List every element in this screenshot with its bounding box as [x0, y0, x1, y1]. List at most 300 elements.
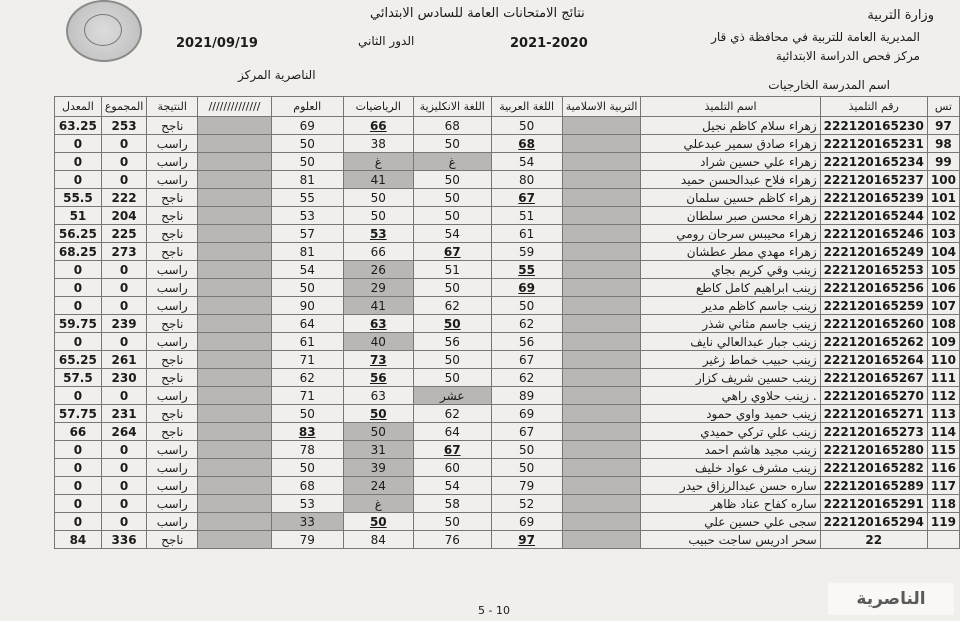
cell-science: 64: [271, 315, 343, 333]
cell-total: 231: [101, 405, 146, 423]
cell-result: راسب: [147, 135, 198, 153]
cell-result: راسب: [147, 495, 198, 513]
cell-english: 50: [413, 315, 491, 333]
ministry-name: وزارة التربية: [867, 8, 934, 23]
cell-science: 62: [271, 369, 343, 387]
cell-result: ناجح: [147, 351, 198, 369]
cell-name: زهراء محيبس سرحان رومي: [641, 225, 820, 243]
cell-avg: 84: [55, 531, 102, 549]
cell-id: 222120165294: [820, 513, 927, 531]
table-header-row: [55, 97, 960, 117]
cell-name: ساره كفاح عناد ظاهر: [641, 495, 820, 513]
col-result: النتيجة: [147, 97, 198, 117]
table-row: [55, 189, 960, 207]
cell-science: 54: [271, 261, 343, 279]
cell-avg: 0: [55, 171, 102, 189]
cell-seq: 107: [927, 297, 959, 315]
cell-total: 239: [101, 315, 146, 333]
cell-avg: 66: [55, 423, 102, 441]
cell-avg: 0: [55, 333, 102, 351]
cell-seq: [927, 531, 959, 549]
cell-science: 57: [271, 225, 343, 243]
cell-science: 33: [271, 513, 343, 531]
table-row: [55, 387, 960, 405]
cell-avg: 0: [55, 495, 102, 513]
table-row: [55, 459, 960, 477]
cell-name: زينب وقي كريم بجاي: [641, 261, 820, 279]
col-science: العلوم: [271, 97, 343, 117]
cell-islamic: [562, 279, 641, 297]
cell-english: 56: [413, 333, 491, 351]
cell-arabic: 62: [491, 315, 562, 333]
cell-avg: 63.25: [55, 117, 102, 135]
col-math: الرياضيات: [343, 97, 413, 117]
cell-avg: 51: [55, 207, 102, 225]
table-row: [55, 441, 960, 459]
cell-arabic: 97: [491, 531, 562, 549]
cell-id: 222120165270: [820, 387, 927, 405]
table-row: [55, 171, 960, 189]
cell-avg: 0: [55, 153, 102, 171]
cell-english: عشر: [413, 387, 491, 405]
cell-science: 55: [271, 189, 343, 207]
cell-name: زينب جاسم مثاني شذر: [641, 315, 820, 333]
cell-islamic: [562, 225, 641, 243]
cell-math: 24: [343, 477, 413, 495]
cell-math: 50: [343, 423, 413, 441]
cell-english: 68: [413, 117, 491, 135]
cell-english: 60: [413, 459, 491, 477]
cell-islamic: [562, 261, 641, 279]
cell-hidden: [198, 387, 272, 405]
cell-hidden: [198, 441, 272, 459]
cell-seq: 108: [927, 315, 959, 333]
table-row: [55, 405, 960, 423]
table-row: [55, 243, 960, 261]
cell-science: 90: [271, 297, 343, 315]
cell-hidden: [198, 477, 272, 495]
cell-avg: 57.75: [55, 405, 102, 423]
cell-math: 66: [343, 117, 413, 135]
table-row: [55, 423, 960, 441]
table-row: [55, 495, 960, 513]
cell-science: 83: [271, 423, 343, 441]
cell-total: 0: [101, 297, 146, 315]
cell-english: 50: [413, 279, 491, 297]
cell-seq: 106: [927, 279, 959, 297]
table-row: [55, 513, 960, 531]
cell-math: غ: [343, 153, 413, 171]
cell-islamic: [562, 495, 641, 513]
cell-seq: 104: [927, 243, 959, 261]
cell-english: 62: [413, 405, 491, 423]
cell-seq: 101: [927, 189, 959, 207]
cell-math: 50: [343, 513, 413, 531]
table-row: [55, 351, 960, 369]
cell-english: 50: [413, 369, 491, 387]
cell-arabic: 68: [491, 135, 562, 153]
cell-seq: 112: [927, 387, 959, 405]
cell-islamic: [562, 513, 641, 531]
cell-name: زينب حسين شريف كزار: [641, 369, 820, 387]
cell-arabic: 67: [491, 189, 562, 207]
cell-total: 225: [101, 225, 146, 243]
cell-result: راسب: [147, 171, 198, 189]
cell-id: 222120165271: [820, 405, 927, 423]
table-row: [55, 477, 960, 495]
cell-total: 253: [101, 117, 146, 135]
cell-islamic: [562, 153, 641, 171]
cell-id: 222120165267: [820, 369, 927, 387]
cell-arabic: 51: [491, 207, 562, 225]
cell-english: 50: [413, 135, 491, 153]
cell-id: 222120165282: [820, 459, 927, 477]
cell-total: 0: [101, 387, 146, 405]
cell-hidden: [198, 369, 272, 387]
col-seq: تس: [927, 97, 959, 117]
col-hidden: //////////////: [198, 97, 272, 117]
cell-id: 222120165259: [820, 297, 927, 315]
cell-seq: 97: [927, 117, 959, 135]
cell-math: 66: [343, 243, 413, 261]
cell-hidden: [198, 333, 272, 351]
cell-math: 63: [343, 315, 413, 333]
cell-result: راسب: [147, 513, 198, 531]
cell-islamic: [562, 207, 641, 225]
cell-arabic: 69: [491, 405, 562, 423]
cell-science: 71: [271, 387, 343, 405]
ministry-seal-icon: [66, 0, 142, 62]
cell-id: 222120165239: [820, 189, 927, 207]
col-name: اسم التلميذ: [641, 97, 820, 117]
academic-year: 2021-2020: [510, 36, 588, 51]
cell-name: سجى علي حسين علي: [641, 513, 820, 531]
cell-seq: 100: [927, 171, 959, 189]
cell-seq: 99: [927, 153, 959, 171]
cell-id: 222120165273: [820, 423, 927, 441]
cell-result: ناجح: [147, 117, 198, 135]
cell-avg: 0: [55, 279, 102, 297]
cell-math: 53: [343, 225, 413, 243]
table-row: [55, 531, 960, 549]
cell-total: 261: [101, 351, 146, 369]
cell-result: راسب: [147, 477, 198, 495]
cell-result: راسب: [147, 279, 198, 297]
cell-arabic: 54: [491, 153, 562, 171]
cell-total: 0: [101, 153, 146, 171]
cell-avg: 68.25: [55, 243, 102, 261]
cell-id: 222120165262: [820, 333, 927, 351]
cell-math: 31: [343, 441, 413, 459]
cell-science: 50: [271, 135, 343, 153]
cell-avg: 0: [55, 135, 102, 153]
school-name: اسم المدرسة الخارجيات: [768, 78, 890, 92]
cell-hidden: [198, 423, 272, 441]
cell-math: 84: [343, 531, 413, 549]
cell-arabic: 79: [491, 477, 562, 495]
cell-avg: 0: [55, 513, 102, 531]
cell-arabic: 80: [491, 171, 562, 189]
cell-total: 230: [101, 369, 146, 387]
cell-total: 273: [101, 243, 146, 261]
cell-name: زينب حميد واوي حمود: [641, 405, 820, 423]
col-avg: المعدل: [55, 97, 102, 117]
cell-arabic: 59: [491, 243, 562, 261]
cell-math: 50: [343, 405, 413, 423]
table-row: [55, 315, 960, 333]
cell-hidden: [198, 135, 272, 153]
cell-result: ناجح: [147, 531, 198, 549]
table-row: [55, 369, 960, 387]
cell-math: 73: [343, 351, 413, 369]
cell-english: 62: [413, 297, 491, 315]
cell-arabic: 50: [491, 297, 562, 315]
cell-science: 71: [271, 351, 343, 369]
cell-id: 222120165234: [820, 153, 927, 171]
cell-name: زهراء فلاح عبدالحسن حميد: [641, 171, 820, 189]
cell-id: 22: [820, 531, 927, 549]
cell-seq: 109: [927, 333, 959, 351]
cell-english: 67: [413, 243, 491, 261]
cell-science: 68: [271, 477, 343, 495]
cell-hidden: [198, 351, 272, 369]
cell-islamic: [562, 423, 641, 441]
cell-seq: 103: [927, 225, 959, 243]
exam-round: الدور الثاني: [358, 34, 415, 48]
cell-hidden: [198, 513, 272, 531]
cell-hidden: [198, 171, 272, 189]
cell-arabic: 67: [491, 351, 562, 369]
cell-science: 53: [271, 495, 343, 513]
cell-seq: 113: [927, 405, 959, 423]
cell-math: 26: [343, 261, 413, 279]
cell-name: زهراء سلام كاظم نجيل: [641, 117, 820, 135]
table-row: [55, 135, 960, 153]
cell-total: 0: [101, 477, 146, 495]
cell-science: 81: [271, 171, 343, 189]
exam-date: 2021/09/19: [176, 36, 258, 51]
cell-id: 222120165260: [820, 315, 927, 333]
cell-english: 50: [413, 189, 491, 207]
cell-english: 64: [413, 423, 491, 441]
cell-seq: 115: [927, 441, 959, 459]
table-row: [55, 279, 960, 297]
col-english: اللغة الانكليزية: [413, 97, 491, 117]
cell-name: زهراء صادق سمير عبدعلي: [641, 135, 820, 153]
cell-total: 0: [101, 135, 146, 153]
cell-result: ناجح: [147, 423, 198, 441]
cell-total: 336: [101, 531, 146, 549]
cell-islamic: [562, 135, 641, 153]
table-row: [55, 117, 960, 135]
cell-math: 50: [343, 189, 413, 207]
table-row: [55, 333, 960, 351]
cell-hidden: [198, 189, 272, 207]
cell-total: 0: [101, 513, 146, 531]
cell-name: زينب جبار عبدالعالي نايف: [641, 333, 820, 351]
cell-science: 78: [271, 441, 343, 459]
cell-result: ناجح: [147, 189, 198, 207]
cell-result: راسب: [147, 441, 198, 459]
cell-result: ناجح: [147, 405, 198, 423]
cell-math: 39: [343, 459, 413, 477]
cell-islamic: [562, 387, 641, 405]
cell-arabic: 69: [491, 513, 562, 531]
cell-total: 0: [101, 261, 146, 279]
cell-id: 222120165237: [820, 171, 927, 189]
cell-result: راسب: [147, 261, 198, 279]
cell-seq: 117: [927, 477, 959, 495]
cell-english: 76: [413, 531, 491, 549]
cell-avg: 0: [55, 261, 102, 279]
page-number: 5 - 10: [478, 604, 510, 617]
cell-id: 222120165246: [820, 225, 927, 243]
cell-english: 50: [413, 171, 491, 189]
cell-seq: 98: [927, 135, 959, 153]
cell-hidden: [198, 405, 272, 423]
cell-science: 69: [271, 117, 343, 135]
col-total: المجموع: [101, 97, 146, 117]
cell-english: غ: [413, 153, 491, 171]
cell-total: 222: [101, 189, 146, 207]
cell-islamic: [562, 369, 641, 387]
cell-english: 51: [413, 261, 491, 279]
cell-arabic: 56: [491, 333, 562, 351]
cell-arabic: 62: [491, 369, 562, 387]
results-table: [54, 96, 960, 549]
cell-islamic: [562, 333, 641, 351]
center-name: مركز فحص الدراسة الابتدائية: [775, 49, 920, 63]
cell-arabic: 50: [491, 441, 562, 459]
cell-id: 222120165253: [820, 261, 927, 279]
cell-avg: 59.75: [55, 315, 102, 333]
cell-avg: 0: [55, 387, 102, 405]
cell-hidden: [198, 153, 272, 171]
cell-hidden: [198, 315, 272, 333]
cell-islamic: [562, 171, 641, 189]
cell-name: زينب علي تركي حميدي: [641, 423, 820, 441]
cell-islamic: [562, 405, 641, 423]
cell-id: 222120165291: [820, 495, 927, 513]
cell-name: زهراء مهدي مطر عطشان: [641, 243, 820, 261]
cell-hidden: [198, 531, 272, 549]
cell-islamic: [562, 297, 641, 315]
cell-name: زهراء كاظم حسين سلمان: [641, 189, 820, 207]
cell-id: 222120165289: [820, 477, 927, 495]
cell-english: 50: [413, 513, 491, 531]
cell-arabic: 50: [491, 459, 562, 477]
cell-science: 79: [271, 531, 343, 549]
cell-hidden: [198, 117, 272, 135]
cell-math: 50: [343, 207, 413, 225]
col-id: رقم التلميذ: [820, 97, 927, 117]
cell-arabic: 69: [491, 279, 562, 297]
cell-math: 29: [343, 279, 413, 297]
cell-seq: 118: [927, 495, 959, 513]
cell-avg: 0: [55, 297, 102, 315]
table-row: [55, 153, 960, 171]
cell-seq: 114: [927, 423, 959, 441]
cell-english: 54: [413, 477, 491, 495]
cell-total: 0: [101, 279, 146, 297]
table-row: [55, 297, 960, 315]
cell-result: ناجح: [147, 207, 198, 225]
cell-id: 222120165280: [820, 441, 927, 459]
cell-islamic: [562, 315, 641, 333]
cell-avg: 0: [55, 459, 102, 477]
col-islamic: التربية الاسلامية: [562, 97, 641, 117]
cell-hidden: [198, 225, 272, 243]
cell-english: 50: [413, 207, 491, 225]
cell-english: 54: [413, 225, 491, 243]
cell-hidden: [198, 243, 272, 261]
cell-result: ناجح: [147, 225, 198, 243]
cell-hidden: [198, 297, 272, 315]
cell-english: 67: [413, 441, 491, 459]
cell-name: زينب مجيد هاشم احمد: [641, 441, 820, 459]
cell-math: 41: [343, 297, 413, 315]
cell-islamic: [562, 477, 641, 495]
cell-seq: 110: [927, 351, 959, 369]
cell-avg: 0: [55, 477, 102, 495]
cell-islamic: [562, 189, 641, 207]
cell-name: سحر ادريس ساجت حبيب: [641, 531, 820, 549]
cell-islamic: [562, 459, 641, 477]
cell-arabic: 67: [491, 423, 562, 441]
cell-islamic: [562, 243, 641, 261]
cell-hidden: [198, 495, 272, 513]
cell-total: 0: [101, 459, 146, 477]
document-title: نتائج الامتحانات العامة للسادس الابتدائي: [370, 6, 585, 21]
cell-name: زهراء محسن صبر سلطان: [641, 207, 820, 225]
cell-arabic: 61: [491, 225, 562, 243]
cell-science: 61: [271, 333, 343, 351]
cell-science: 50: [271, 405, 343, 423]
cell-total: 204: [101, 207, 146, 225]
cell-english: 50: [413, 351, 491, 369]
cell-id: 222120165249: [820, 243, 927, 261]
cell-name: زينب حبيب خماط زغير: [641, 351, 820, 369]
cell-math: 40: [343, 333, 413, 351]
cell-total: 0: [101, 441, 146, 459]
cell-math: 56: [343, 369, 413, 387]
cell-arabic: 55: [491, 261, 562, 279]
cell-seq: 111: [927, 369, 959, 387]
cell-science: 50: [271, 459, 343, 477]
cell-islamic: [562, 531, 641, 549]
cell-avg: 65.25: [55, 351, 102, 369]
table-row: [55, 261, 960, 279]
cell-seq: 105: [927, 261, 959, 279]
cell-result: ناجح: [147, 315, 198, 333]
cell-total: 264: [101, 423, 146, 441]
cell-name: زينب مشرف عواد خليف: [641, 459, 820, 477]
cell-math: غ: [343, 495, 413, 513]
cell-id: 222120165231: [820, 135, 927, 153]
directorate-name: المديرية العامة للتربية في محافظة ذي قار: [711, 30, 920, 44]
cell-islamic: [562, 351, 641, 369]
cell-science: 81: [271, 243, 343, 261]
cell-avg: 55.5: [55, 189, 102, 207]
cell-id: 222120165230: [820, 117, 927, 135]
cell-avg: 0: [55, 441, 102, 459]
cell-english: 58: [413, 495, 491, 513]
cell-result: راسب: [147, 153, 198, 171]
cell-islamic: [562, 441, 641, 459]
cell-seq: 116: [927, 459, 959, 477]
cell-result: ناجح: [147, 369, 198, 387]
col-arabic: اللغة العربية: [491, 97, 562, 117]
